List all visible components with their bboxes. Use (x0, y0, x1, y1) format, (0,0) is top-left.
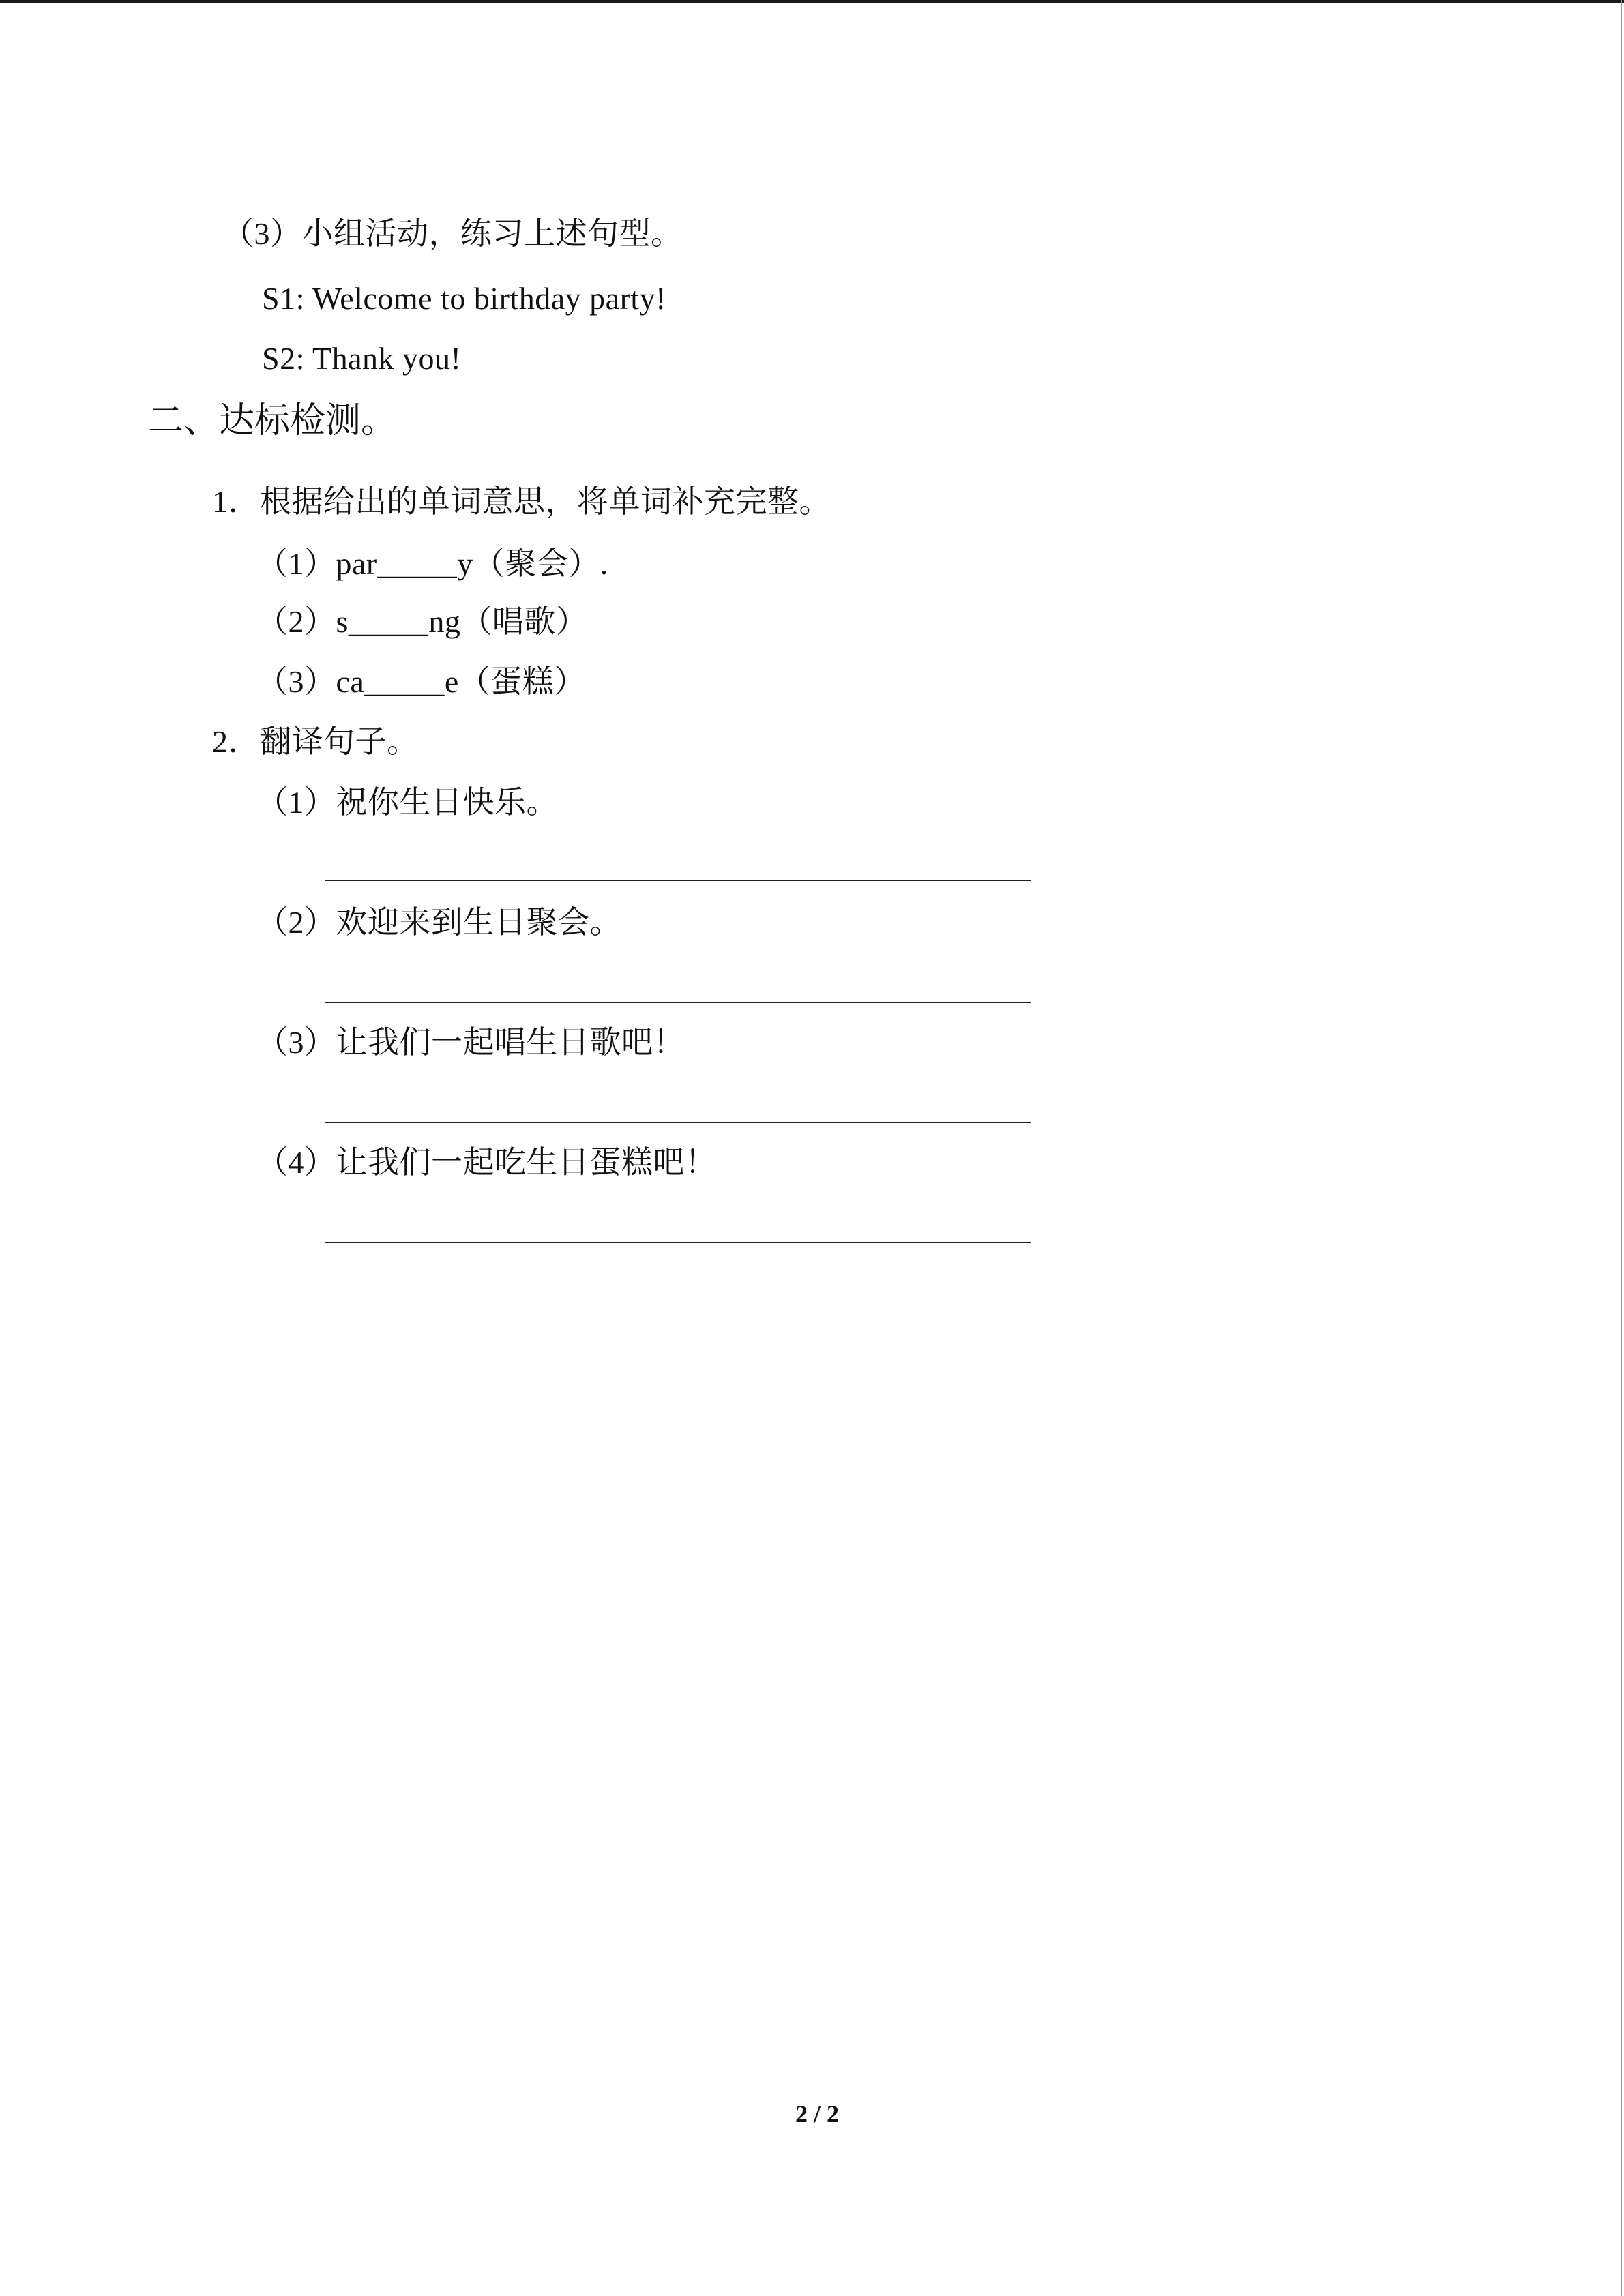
practice-item-3: （3）小组活动，练习上述句型。 (222, 216, 683, 251)
answer-line (325, 1002, 1031, 1003)
question-1-item: （1）par_____y（聚会）. (256, 546, 608, 581)
answer-line (325, 1242, 1031, 1243)
dialogue-line-s2: S2: Thank you! (262, 341, 462, 376)
section-heading: 二、达标检测。 (148, 402, 397, 441)
question-1-item: （2）s_____ng（唱歌） (256, 604, 588, 639)
question-1-item: （3）ca_____e（蛋糕） (256, 664, 586, 699)
question-1-prompt: 1．根据给出的单词意思，将单词补充完整。 (212, 484, 831, 519)
dialogue-line-s1: S1: Welcome to birthday party! (262, 281, 666, 316)
answer-line (325, 1122, 1031, 1123)
question-2-item: （2）欢迎来到生日聚会。 (256, 905, 621, 940)
answer-line (325, 880, 1031, 881)
question-2-item: （1）祝你生日快乐。 (256, 785, 558, 820)
question-2-item: （4）让我们一起吃生日蛋糕吧！ (256, 1145, 717, 1180)
question-2-prompt: 2．翻译句子。 (212, 724, 419, 759)
page-number: 2 / 2 (795, 2100, 839, 2128)
question-2-item: （3）让我们一起唱生日歌吧！ (256, 1025, 685, 1060)
page-top-edge (0, 0, 1624, 3)
page-right-edge (1621, 0, 1622, 2296)
